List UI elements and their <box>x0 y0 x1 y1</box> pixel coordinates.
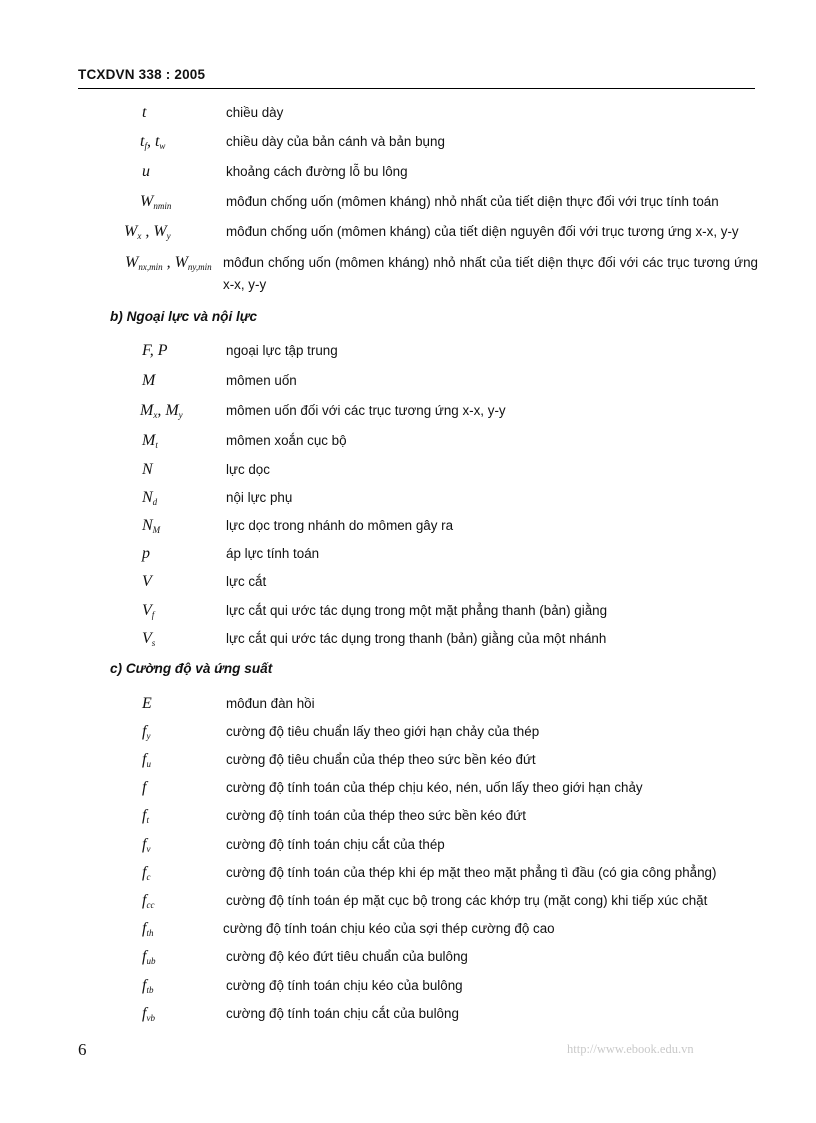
description: khoảng cách đường lỗ bu lông <box>226 164 408 179</box>
list-item <box>0 402 816 426</box>
watermark-url: http://www.ebook.edu.vn <box>567 1042 694 1056</box>
description: lực dọc <box>226 462 270 477</box>
description: môđun chống uốn (mômen kháng) của tiết diện nguyên đối với trục tương ứng x-x, y-y <box>226 224 739 239</box>
list-item <box>0 695 816 719</box>
symbol: $N_d$ <box>142 489 158 507</box>
section-heading-b: b) Ngoại lực và nội lực <box>110 309 258 324</box>
symbol: $f_c$ <box>142 864 151 882</box>
list-item <box>0 545 816 569</box>
symbol: $f_t$ <box>142 807 149 825</box>
list-item <box>0 517 816 541</box>
list-item <box>0 864 816 888</box>
description: cường độ tiêu chuẩn của thép theo sức bền kéo đứt <box>226 752 536 767</box>
description: cường độ tính toán ép mặt cục bộ trong các khớp trụ (mặt cong) khi tiếp xúc chặt <box>226 893 708 908</box>
description: nội lực phụ <box>226 490 293 505</box>
list-item <box>0 372 816 396</box>
list-item <box>0 751 816 775</box>
list-item <box>0 461 816 485</box>
description: ngoại lực tập trung <box>226 343 338 358</box>
description: lực cắt <box>226 574 267 589</box>
symbol: $f_{tb}$ <box>142 977 154 995</box>
description: cường độ tính toán chịu kéo của bulông <box>226 978 463 993</box>
symbol: $f_y$ <box>142 723 151 741</box>
symbol: $M_t$ <box>142 432 158 450</box>
section-heading-c: c) Cường độ và ứng suất <box>110 661 273 676</box>
list-item <box>0 723 816 747</box>
symbol: $V_s$ <box>142 630 156 648</box>
list-item <box>0 104 816 128</box>
description: cường độ kéo đứt tiêu chuẩn của bulông <box>226 949 468 964</box>
symbol: M <box>142 372 156 389</box>
symbol: $t_f$, $t_w$ <box>140 133 166 151</box>
list-item <box>0 836 816 860</box>
symbol: $W_x$ , $W_y$ <box>124 223 171 241</box>
list-item <box>0 573 816 597</box>
description: cường độ tính toán của thép khi ép mặt theo mặt phẳng tì đầu (có gia công phẳng) <box>226 865 717 880</box>
list-item <box>0 342 816 366</box>
symbol: E <box>142 695 152 712</box>
description: lực cắt qui ước tác dụng trong thanh (bản) giằng của một nhánh <box>226 631 607 646</box>
description: môđun chống uốn (mômen kháng) nhỏ nhất của tiết diện thực đối với các trục tương ứng x-x, y-y <box>223 255 758 292</box>
list-item <box>0 163 816 187</box>
symbol: $f_{cc}$ <box>142 892 155 910</box>
symbol: f <box>142 779 147 796</box>
description: chiều dày của bản cánh và bản bụng <box>226 134 445 149</box>
symbol: p <box>142 545 150 562</box>
list-item <box>0 807 816 831</box>
list-item <box>0 779 816 803</box>
list-item <box>0 892 816 916</box>
description: lực cắt qui ước tác dụng trong một mặt phẳng thanh (bản) giằng <box>226 603 608 618</box>
symbol: $f_{th}$ <box>142 920 154 938</box>
symbol: N <box>142 461 153 478</box>
symbol: $M_x$, $M_y$ <box>140 402 183 420</box>
list-item <box>0 920 816 944</box>
description: cường độ tính toán chịu kéo của sợi thép cường độ cao <box>223 921 555 936</box>
description: môđun chống uốn (mômen kháng) nhỏ nhất của tiết diện thực đối với trục tính toán <box>226 194 719 209</box>
list-item <box>0 133 816 157</box>
symbol: $f_{ub}$ <box>142 948 156 966</box>
list-item <box>0 602 816 626</box>
list-item <box>0 193 816 217</box>
list-item <box>0 948 816 972</box>
description: mômen uốn <box>226 373 297 388</box>
list-item <box>0 254 816 298</box>
list-item <box>0 1005 816 1029</box>
list-item <box>0 630 816 654</box>
description: chiều dày <box>226 105 284 120</box>
description: cường độ tính toán chịu cắt của thép <box>226 837 445 852</box>
list-item <box>0 977 816 1001</box>
description: cường độ tính toán của thép chịu kéo, nén, uốn lấy theo giới hạn chảy <box>226 780 643 795</box>
description: cường độ tính toán chịu cắt của bulông <box>226 1006 459 1021</box>
list-item <box>0 223 816 247</box>
symbol: $f_u$ <box>142 751 151 769</box>
list-item <box>0 489 816 513</box>
symbol: $V_f$ <box>142 602 155 620</box>
symbol: $f_{vb}$ <box>142 1005 155 1023</box>
description: áp lực tính toán <box>226 546 320 561</box>
description: cường độ tính toán của thép theo sức bền kéo đứt <box>226 808 526 823</box>
symbol: $N_M$ <box>142 517 161 535</box>
page-number: 6 <box>78 1040 87 1059</box>
description: môđun đàn hồi <box>226 696 315 711</box>
description: lực dọc trong nhánh do mômen gây ra <box>226 518 454 533</box>
description: mômen xoắn cục bộ <box>226 433 347 448</box>
description: mômen uốn đối với các trục tương ứng x-x, y-y <box>226 403 506 418</box>
symbol: V <box>142 573 152 590</box>
symbol: $f_v$ <box>142 836 151 854</box>
symbol: u <box>142 163 150 180</box>
symbol: $W_{nmin}$ <box>140 193 172 211</box>
symbol: $W_{nx,min}$ , $W_{ny,min}$ <box>125 254 212 272</box>
symbol: t <box>142 104 147 121</box>
list-item <box>0 432 816 456</box>
symbol: F, P <box>142 342 168 359</box>
description: cường độ tiêu chuẩn lấy theo giới hạn chảy của thép <box>226 724 540 739</box>
document-code: TCXDVN 338 : 2005 <box>78 67 206 82</box>
header-divider <box>78 88 755 89</box>
